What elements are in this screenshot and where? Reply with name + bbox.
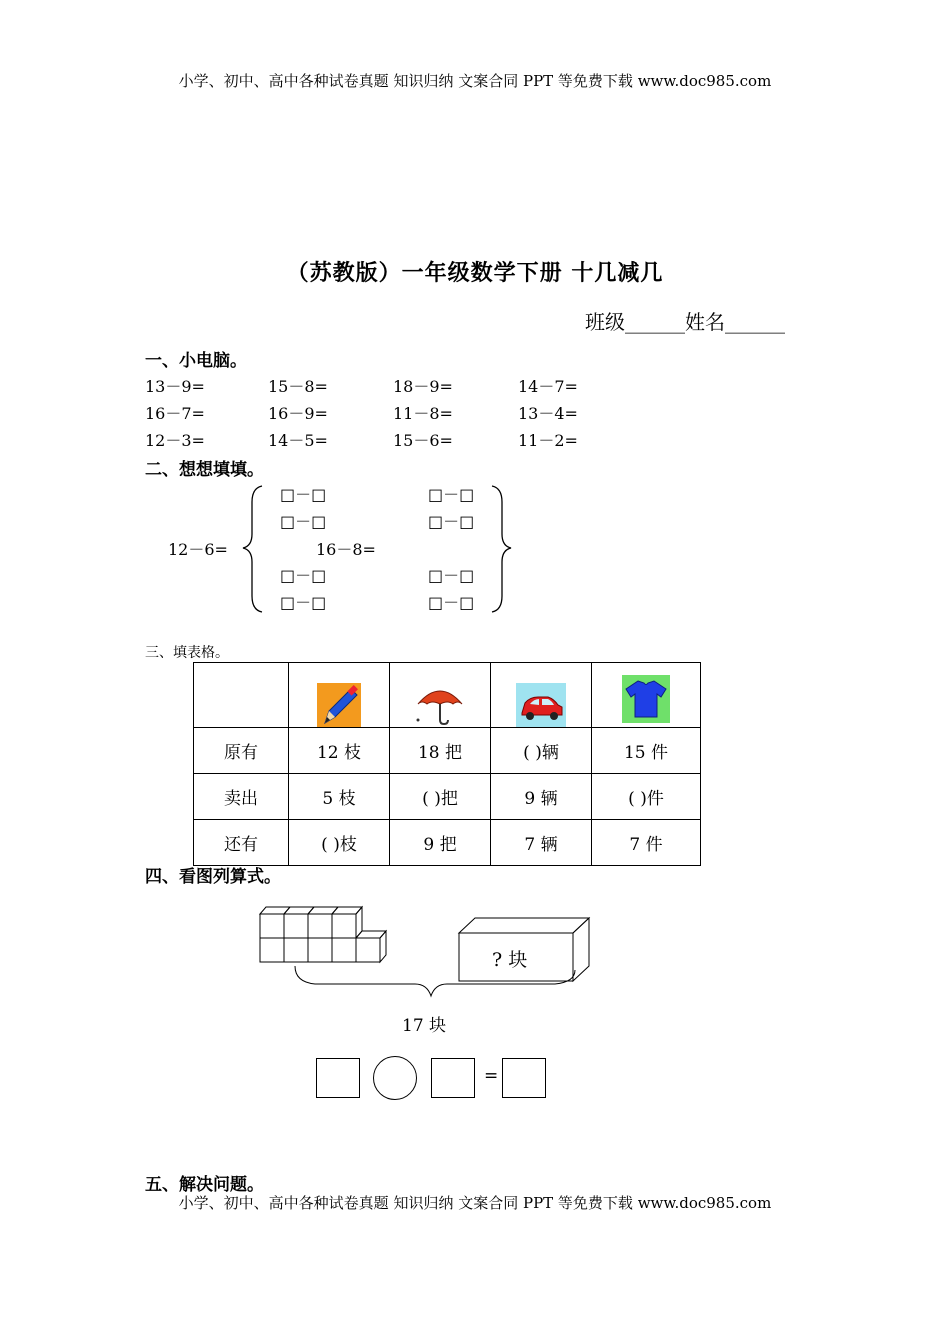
operator-circle[interactable]	[373, 1056, 417, 1100]
table-cell: 5 枝	[289, 774, 390, 820]
box-label: ? 块	[492, 949, 528, 971]
table-cell[interactable]: ( )辆	[491, 728, 592, 774]
equation: 15－6=	[393, 431, 453, 450]
table-cell: 9 辆	[491, 774, 592, 820]
row-label: 还有	[194, 820, 289, 866]
table-row	[194, 774, 701, 820]
equation: 11－2=	[518, 431, 578, 450]
goods-table	[193, 662, 701, 866]
middle-equation: 16－8=	[316, 540, 376, 559]
section3-heading: 三、填表格。	[145, 645, 229, 661]
section2-heading: 二、想想填填。	[145, 460, 264, 480]
answer-box-second[interactable]	[431, 1058, 475, 1098]
left-brace-icon	[240, 484, 270, 614]
equation: 13－9=	[145, 377, 205, 396]
left-equation: 12－6=	[168, 540, 228, 559]
section4-heading: 四、看图列算式。	[145, 867, 281, 887]
cube-blocks-diagram	[255, 900, 595, 1000]
equation: 13－4=	[518, 404, 578, 423]
equation: 14－5=	[268, 431, 328, 450]
shirt-icon	[622, 675, 670, 723]
table-cell: 7 辆	[491, 820, 592, 866]
table-cell: 18 把	[390, 728, 491, 774]
answer-box-first[interactable]	[316, 1058, 360, 1098]
section1-heading: 一、小电脑。	[145, 351, 247, 371]
box-pair[interactable]: □－□	[280, 485, 327, 504]
table-cell: 7 件	[592, 820, 701, 866]
box-pair[interactable]: □－□	[428, 593, 475, 612]
page-header: 小学、初中、高中各种试卷真题 知识归纳 文案合同 PPT 等免费下载 www.doc985.com	[178, 72, 772, 90]
car-icon	[516, 683, 566, 727]
box-pair[interactable]: □－□	[428, 566, 475, 585]
row-label: 原有	[194, 728, 289, 774]
page-footer: 小学、初中、高中各种试卷真题 知识归纳 文案合同 PPT 等免费下载 www.doc985.com	[178, 1194, 772, 1212]
table-cell[interactable]: ( )把	[390, 774, 491, 820]
row-label: 卖出	[194, 774, 289, 820]
table-cell[interactable]: ( )枝	[289, 820, 390, 866]
equation: 15－8=	[268, 377, 328, 396]
umbrella-icon	[414, 682, 466, 726]
pencil-icon	[317, 683, 361, 727]
class-name-line: 班级______姓名______	[585, 310, 785, 334]
equals-sign: =	[484, 1066, 499, 1086]
table-row	[194, 728, 701, 774]
equation: 12－3=	[145, 431, 205, 450]
page-title: （苏教版）一年级数学下册 十几减几	[286, 260, 664, 286]
table-row	[194, 820, 701, 866]
total-label: 17 块	[402, 1016, 447, 1036]
table-row	[194, 663, 701, 728]
box-pair[interactable]: □－□	[280, 566, 327, 585]
equation: 16－7=	[145, 404, 205, 423]
table-cell: 15 件	[592, 728, 701, 774]
box-pair[interactable]: □－□	[280, 512, 327, 531]
section5-heading: 五、解决问题。	[145, 1175, 264, 1195]
box-pair[interactable]: □－□	[428, 512, 475, 531]
table-cell[interactable]: ( )件	[592, 774, 701, 820]
equation: 18－9=	[393, 377, 453, 396]
table-cell: 9 把	[390, 820, 491, 866]
box-pair[interactable]: □－□	[428, 485, 475, 504]
equation: 14－7=	[518, 377, 578, 396]
table-cell: 12 枝	[289, 728, 390, 774]
answer-box-result[interactable]	[502, 1058, 546, 1098]
equation: 16－9=	[268, 404, 328, 423]
box-pair[interactable]: □－□	[280, 593, 327, 612]
equation: 11－8=	[393, 404, 453, 423]
right-brace-icon	[484, 484, 514, 614]
